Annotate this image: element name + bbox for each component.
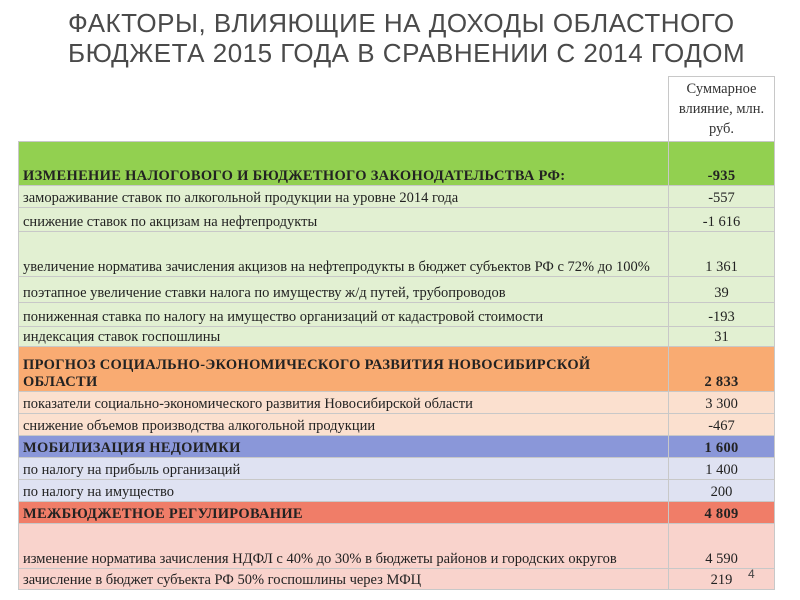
section-label: МЕЖБЮДЖЕТНОЕ РЕГУЛИРОВАНИЕ: [19, 502, 669, 524]
section-row-arrears: [19, 436, 775, 458]
table-row: [19, 480, 775, 502]
section-row-interbudget: [19, 502, 775, 524]
section-label: ИЗМЕНЕНИЕ НАЛОГОВОГО И БЮДЖЕТНОГО ЗАКОНОДАТЕЛЬСТВА РФ:: [19, 142, 669, 186]
section-value: 4 809: [669, 502, 775, 524]
row-label: пониженная ставка по налогу на имущество организаций от кадастровой стоимости: [19, 303, 669, 327]
section-row-forecast: [19, 347, 775, 392]
row-value: 1 400: [669, 458, 775, 480]
row-label: поэтапное увеличение ставки налога по имуществу ж/д путей, трубопроводов: [19, 277, 669, 303]
row-label: по налогу на имущество: [19, 480, 669, 502]
row-label: по налогу на прибыль организаций: [19, 458, 669, 480]
row-label: снижение объемов производства алкогольной продукции: [19, 414, 669, 436]
row-label: снижение ставок по акцизам на нефтепродукты: [19, 208, 669, 232]
row-label: показатели социально-экономического развития Новосибирской области: [19, 392, 669, 414]
row-label: замораживание ставок по алкогольной продукции на уровне 2014 года: [19, 186, 669, 208]
row-value: -467: [669, 414, 775, 436]
section-label: МОБИЛИЗАЦИЯ НЕДОИМКИ: [19, 436, 669, 458]
row-value: 3 300: [669, 392, 775, 414]
section-value: 1 600: [669, 436, 775, 458]
section-row-legislation: [19, 142, 775, 186]
section-value: 2 833: [669, 347, 775, 392]
row-value: 1 361: [669, 232, 775, 277]
table-row: [19, 414, 775, 436]
row-value: -557: [669, 186, 775, 208]
row-value: 200: [669, 480, 775, 502]
section-value: -935: [669, 142, 775, 186]
row-value: 4 590: [669, 524, 775, 569]
table-row: [19, 458, 775, 480]
header-empty-cell: [19, 77, 669, 142]
row-value: 219: [669, 569, 775, 590]
row-label: изменение норматива зачисления НДФЛ с 40% до 30% в бюджеты районов и городских округов: [19, 524, 669, 569]
table-row: [19, 303, 775, 327]
table-row: [19, 327, 775, 347]
table-row: [19, 232, 775, 277]
page-number: 4: [748, 567, 755, 581]
slide-title: ФАКТОРЫ, ВЛИЯЮЩИЕ НА ДОХОДЫ ОБЛАСТНОГО БЮДЖЕТА 2015 ГОДА В СРАВНЕНИИ С 2014 ГОДОМ: [68, 8, 746, 68]
row-value: 39: [669, 277, 775, 303]
table-row: [19, 569, 775, 590]
table-row: [19, 392, 775, 414]
value-column-header: Суммарное влияние, млн. руб.: [669, 77, 775, 142]
table-row: [19, 524, 775, 569]
row-value: 31: [669, 327, 775, 347]
table-row: [19, 208, 775, 232]
row-label: индексация ставок госпошлины: [19, 327, 669, 347]
budget-factors-table: [18, 76, 775, 590]
table-row: [19, 186, 775, 208]
row-value: -193: [669, 303, 775, 327]
row-value: -1 616: [669, 208, 775, 232]
row-label: увеличение норматива зачисления акцизов на нефтепродукты в бюджет субъектов РФ с 72% до 100%: [19, 232, 669, 277]
table-row: [19, 277, 775, 303]
table-header-row: [19, 77, 775, 142]
row-label: зачисление в бюджет субъекта РФ 50% госпошлины через МФЦ: [19, 569, 669, 590]
section-label: ПРОГНОЗ СОЦИАЛЬНО-ЭКОНОМИЧЕСКОГО РАЗВИТИЯ НОВОСИБИРСКОЙ ОБЛАСТИ: [19, 347, 669, 392]
